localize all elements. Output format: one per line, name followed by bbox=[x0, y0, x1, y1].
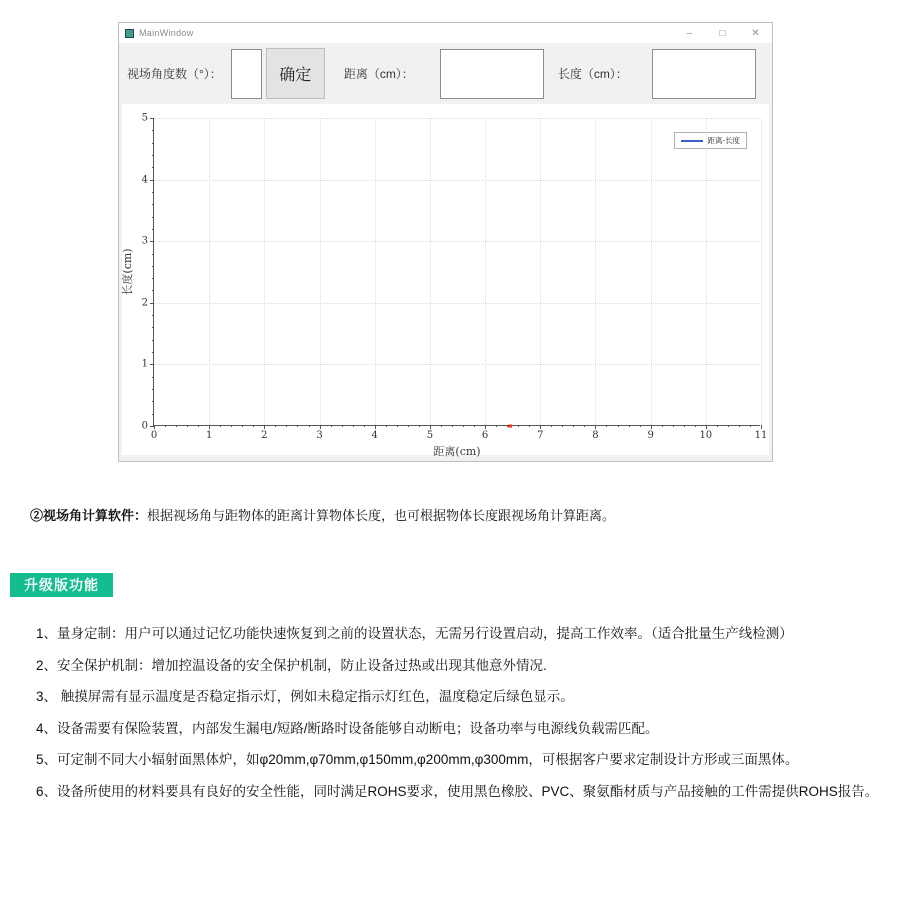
gridline bbox=[430, 118, 431, 425]
axis-tick bbox=[150, 180, 154, 181]
axis-tick bbox=[529, 425, 530, 427]
axis-tick bbox=[152, 290, 154, 291]
axis-tick: 4 bbox=[371, 430, 378, 441]
axis-tick bbox=[154, 425, 155, 429]
axis-tick bbox=[152, 155, 154, 156]
length-label: 长度（cm）： bbox=[557, 67, 628, 81]
gridline bbox=[595, 118, 596, 425]
axis-tick: 0 bbox=[141, 420, 148, 432]
close-button[interactable]: ✕ bbox=[751, 27, 760, 39]
axis-tick bbox=[187, 425, 188, 427]
feature-item: 6、设备所使用的材料要具有良好的安全性能，同时满足ROHS要求，使用黑色橡胶、PVC、聚氨酯材质与产品接触的工件需提供ROHS报告。 bbox=[36, 783, 879, 799]
axis-tick: 8 bbox=[592, 430, 599, 441]
axis-tick bbox=[606, 425, 607, 427]
axis-tick bbox=[198, 425, 199, 427]
gridline bbox=[209, 118, 210, 425]
gridline bbox=[651, 118, 652, 425]
axis-tick bbox=[286, 425, 287, 427]
axis-tick bbox=[152, 217, 154, 218]
axis-tick bbox=[562, 425, 563, 427]
axis-tick bbox=[706, 425, 707, 429]
minimize-button[interactable]: – bbox=[686, 27, 693, 39]
confirm-button[interactable]: 确定 bbox=[266, 48, 325, 99]
axis-tick bbox=[152, 377, 154, 378]
axis-tick bbox=[152, 254, 154, 255]
gridline bbox=[154, 180, 760, 181]
length-input[interactable] bbox=[652, 49, 756, 99]
axis-tick: 5 bbox=[426, 430, 434, 441]
axis-tick bbox=[584, 425, 585, 427]
axis-tick bbox=[375, 425, 376, 429]
titlebar[interactable] bbox=[119, 23, 772, 43]
axis-tick bbox=[408, 425, 409, 427]
software-description bbox=[30, 505, 880, 524]
axis-tick bbox=[640, 425, 641, 427]
axis-tick bbox=[419, 425, 420, 427]
axis-tick bbox=[220, 425, 221, 427]
axis-tick bbox=[629, 425, 630, 427]
feature-list bbox=[0, 618, 892, 807]
gridline bbox=[375, 118, 376, 425]
chart-legend bbox=[674, 132, 748, 149]
axis-tick bbox=[150, 364, 154, 365]
toolbar bbox=[120, 43, 771, 104]
axis-tick bbox=[275, 425, 276, 427]
axis-tick bbox=[463, 425, 464, 427]
axis-tick bbox=[441, 425, 442, 427]
axis-tick bbox=[152, 130, 154, 131]
axis-tick bbox=[209, 425, 210, 429]
axis-tick bbox=[342, 425, 343, 427]
description-lead: ②视场角计算软件： bbox=[30, 508, 148, 523]
main-window bbox=[118, 22, 773, 462]
axis-tick bbox=[573, 425, 574, 427]
feature-item: 2、安全保护机制：增加控温设备的安全保护机制，防止设备过热或出现其他意外情况. bbox=[36, 657, 547, 673]
axis-tick bbox=[152, 401, 154, 402]
axis-tick: 0 bbox=[150, 430, 158, 441]
gridline bbox=[761, 118, 762, 425]
axis-tick: 5 bbox=[141, 112, 148, 124]
axis-tick bbox=[496, 425, 497, 427]
plot-area bbox=[121, 112, 768, 458]
axis-tick: 7 bbox=[537, 430, 544, 441]
axis-tick bbox=[152, 315, 154, 316]
axis-tick bbox=[152, 143, 154, 144]
axis-tick: 10 bbox=[699, 430, 713, 441]
axis-tick bbox=[165, 425, 166, 427]
axis-tick bbox=[242, 425, 243, 427]
axis-tick: 4 bbox=[141, 174, 148, 186]
axis-tick bbox=[695, 425, 696, 427]
gridline bbox=[154, 364, 760, 365]
axis-tick: 2 bbox=[141, 297, 148, 309]
gridline bbox=[540, 118, 541, 425]
axis-tick bbox=[739, 425, 740, 427]
feature-item: 3、 触摸屏需有显示温度是否稳定指示灯，例如未稳定指示灯红色，温度稳定后绿色显示。 bbox=[36, 689, 574, 704]
axis-tick bbox=[152, 389, 154, 390]
legend-label: 距离-长度 bbox=[707, 136, 740, 145]
axis-tick bbox=[152, 229, 154, 230]
fov-label: 视场角度数（°）： bbox=[127, 67, 222, 81]
axis-tick bbox=[152, 192, 154, 193]
axis-tick: 9 bbox=[647, 430, 654, 441]
axis-tick bbox=[152, 340, 154, 341]
axis-tick bbox=[320, 425, 321, 429]
axis-tick bbox=[150, 241, 154, 242]
axis-tick bbox=[231, 425, 232, 427]
axis-tick bbox=[364, 425, 365, 427]
axis-tick bbox=[651, 425, 652, 429]
axis-tick: 11 bbox=[754, 430, 768, 441]
axis-tick bbox=[684, 425, 685, 427]
axis-tick bbox=[353, 425, 354, 427]
feature-item: 5、可定制不同大小辐射面黑体炉，如φ20mm,φ70mm,φ150mm,φ200mm,φ300mm，可根据客户要求定制设计方形或三面黑体。 bbox=[36, 752, 799, 767]
legend-line-swatch bbox=[681, 140, 703, 142]
gridline bbox=[264, 118, 265, 425]
fov-chart bbox=[121, 104, 769, 458]
axis-tick bbox=[309, 425, 310, 427]
axis-tick bbox=[518, 425, 519, 427]
axis-tick bbox=[152, 278, 154, 279]
axis-tick bbox=[150, 118, 154, 119]
axis-tick: 3 bbox=[316, 430, 323, 441]
axis-tick bbox=[761, 425, 762, 429]
axis-tick bbox=[152, 327, 154, 328]
description-text: 根据视场角与距物体的距离计算物体长度，也可根据物体长度跟视场角计算距离。 bbox=[147, 508, 616, 523]
gridline bbox=[706, 118, 707, 425]
axis-tick bbox=[152, 167, 154, 168]
axis-tick bbox=[150, 303, 154, 304]
axis-tick bbox=[750, 425, 751, 427]
axis-tick bbox=[152, 414, 154, 415]
axis-tick bbox=[264, 425, 265, 429]
axis-tick bbox=[152, 266, 154, 267]
axis-tick: 3 bbox=[141, 235, 148, 247]
axis-tick bbox=[728, 425, 729, 427]
app-icon bbox=[125, 29, 134, 38]
axis-tick: 2 bbox=[261, 430, 268, 441]
axis-tick bbox=[595, 425, 596, 429]
axis-tick bbox=[430, 425, 431, 429]
maximize-button[interactable]: □ bbox=[719, 27, 726, 39]
window-title: MainWindow bbox=[139, 28, 194, 38]
gridline bbox=[154, 303, 760, 304]
axis-tick bbox=[717, 425, 718, 427]
gridline bbox=[485, 118, 486, 425]
gridline bbox=[154, 118, 760, 119]
axis-tick bbox=[551, 425, 552, 427]
axis-tick bbox=[474, 425, 475, 427]
axis-tick bbox=[297, 425, 298, 427]
feature-item: 1、量身定制：用户可以通过记忆功能快速恢复到之前的设置状态，无需另行设置启动，提高工作效率。（适合批量生产线检测） bbox=[36, 626, 793, 641]
axis-tick bbox=[152, 204, 154, 205]
axis-tick bbox=[331, 425, 332, 427]
fov-input[interactable] bbox=[231, 49, 262, 99]
upgrade-features-badge: 升级版功能 bbox=[10, 573, 113, 597]
axis-tick bbox=[485, 425, 486, 429]
axis-tick bbox=[540, 425, 541, 429]
axis-tick bbox=[386, 425, 387, 427]
axis-tick bbox=[150, 426, 154, 427]
axis-tick: 1 bbox=[205, 430, 213, 441]
axis-tick bbox=[673, 425, 674, 427]
window-controls bbox=[673, 23, 772, 43]
axis-tick: 6 bbox=[481, 430, 489, 441]
axis-tick bbox=[152, 352, 154, 353]
x-axis-label: 距离(cm) bbox=[433, 445, 481, 458]
chart-el bbox=[508, 425, 512, 428]
axis-tick: 1 bbox=[141, 358, 148, 370]
distance-label: 距离（cm）： bbox=[343, 67, 414, 81]
feature-item: 4、设备需要有保险装置，内部发生漏电/短路/断路时设备能够自动断电；设备功率与电源线负载需匹配。 bbox=[36, 720, 659, 736]
axis-tick bbox=[176, 425, 177, 427]
axis-tick bbox=[397, 425, 398, 427]
axis-tick bbox=[253, 425, 254, 427]
axis-tick bbox=[662, 425, 663, 427]
gridline bbox=[154, 241, 760, 242]
y-axis-label: 长度(cm) bbox=[121, 247, 134, 296]
axis-tick bbox=[618, 425, 619, 427]
gridline bbox=[320, 118, 321, 425]
distance-input[interactable] bbox=[440, 49, 544, 99]
axis-tick bbox=[452, 425, 453, 427]
